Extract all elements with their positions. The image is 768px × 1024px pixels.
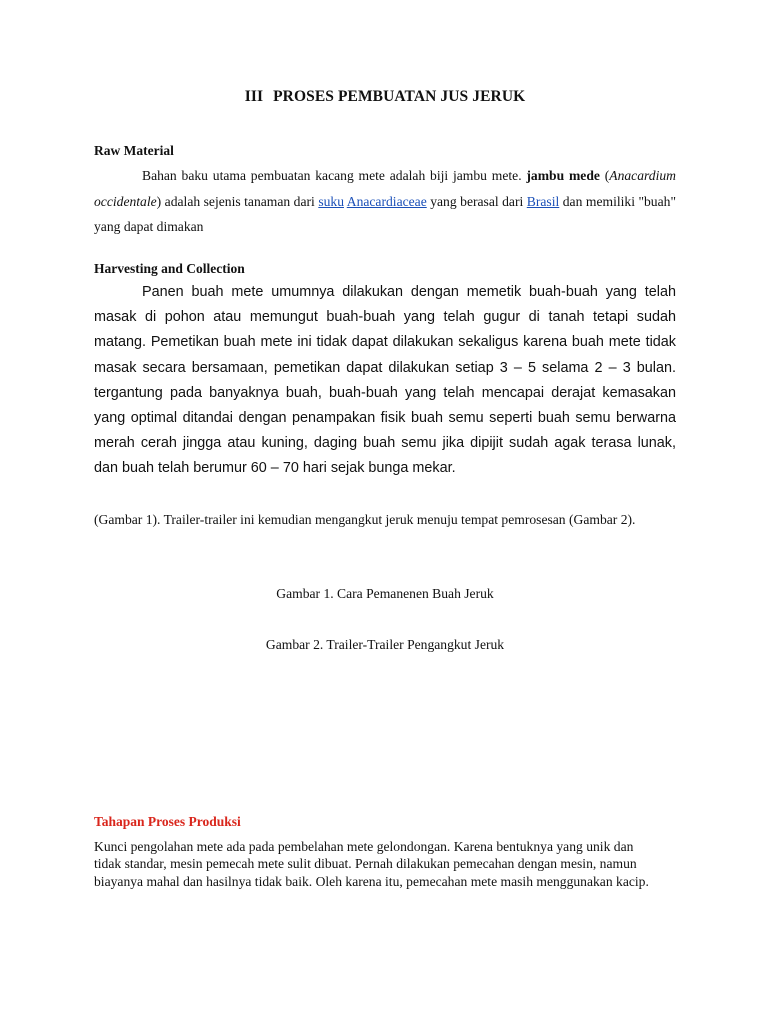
- production-heading: Tahapan Proses Produksi: [94, 814, 241, 829]
- harvesting-text: Panen buah mete umumnya dilakukan dengan memetik buah-buah yang telah masak di pohon atau memungut buah-buah yang telah gugur di tanah tetapi sudah matang. Pemetikan buah mete ini tidak dapat dilakukan sekaligus karena buah mete tidak masak secara bersamaan, pemetikan dapat dilakukan setiap 3 – 5 selama 2 – 3 bulan. tergantung pada banyaknya buah, buah-buah yang telah mencapai derajat kemasakan yang optimal ditandai dengan penampakan fisik buah semu seperti buah semu berwarna merah cerah jingga atau kuning, daging buah semu jika dipijit sudah agak terasa lunak, dan buah telah berumur 60 – 70 hari sejak bunga mekar.: [94, 284, 676, 477]
- link-suku[interactable]: suku: [318, 193, 344, 209]
- link-brasil[interactable]: Brasil: [526, 193, 560, 209]
- raw-material-text-6: dan memiliki "buah" yang dapat dimakan: [94, 193, 676, 235]
- harvesting-heading: Harvesting and Collection: [94, 261, 245, 276]
- raw-material-heading: Raw Material: [94, 143, 174, 158]
- raw-material-text-2: (: [599, 168, 610, 183]
- title-text: PROSES PEMBUATAN JUS JERUK: [273, 88, 526, 105]
- harvesting-paragraph: [94, 280, 676, 482]
- raw-material-text-1: Bahan baku utama pembuatan kacang mete adalah biji jambu mete.: [142, 168, 527, 183]
- scientific-name: Anacardium occidentale: [94, 168, 676, 209]
- raw-material-paragraph: [94, 163, 676, 240]
- link-anacardiaceae[interactable]: Anacardiaceae: [346, 193, 427, 209]
- figure-1-caption: Gambar 1. Cara Pemanenen Buah Jeruk: [276, 586, 494, 601]
- production-paragraph: Kunci pengolahan mete ada pada pembelahan mete gelondongan. Karena bentuknya yang unik dan tidak standar, mesin pemecah mete sulit dibuat. Pernah dilakukan pemecahan dengan mesin, namun biayanya mahal dan hasilnya tidak baik. Oleh karena itu, pemecahan mete masih menggunakan kacip.: [94, 839, 649, 889]
- figure-2-caption: Gambar 2. Trailer-Trailer Pengangkut Jeruk: [265, 637, 505, 652]
- raw-material-text-5: yang berasal dari: [426, 193, 527, 209]
- title-number: III: [244, 88, 264, 105]
- trailer-paragraph: (Gambar 1). Trailer-trailer ini kemudian mengangkut jeruk menuju tempat pemrosesan (Gambar 2).: [94, 512, 636, 527]
- raw-material-text-3: ) adalah sejenis tanaman dari: [156, 193, 319, 209]
- document-page: [94, 0, 676, 1024]
- page-title: [94, 88, 676, 106]
- raw-material-bold-term: jambu mede: [526, 168, 600, 183]
